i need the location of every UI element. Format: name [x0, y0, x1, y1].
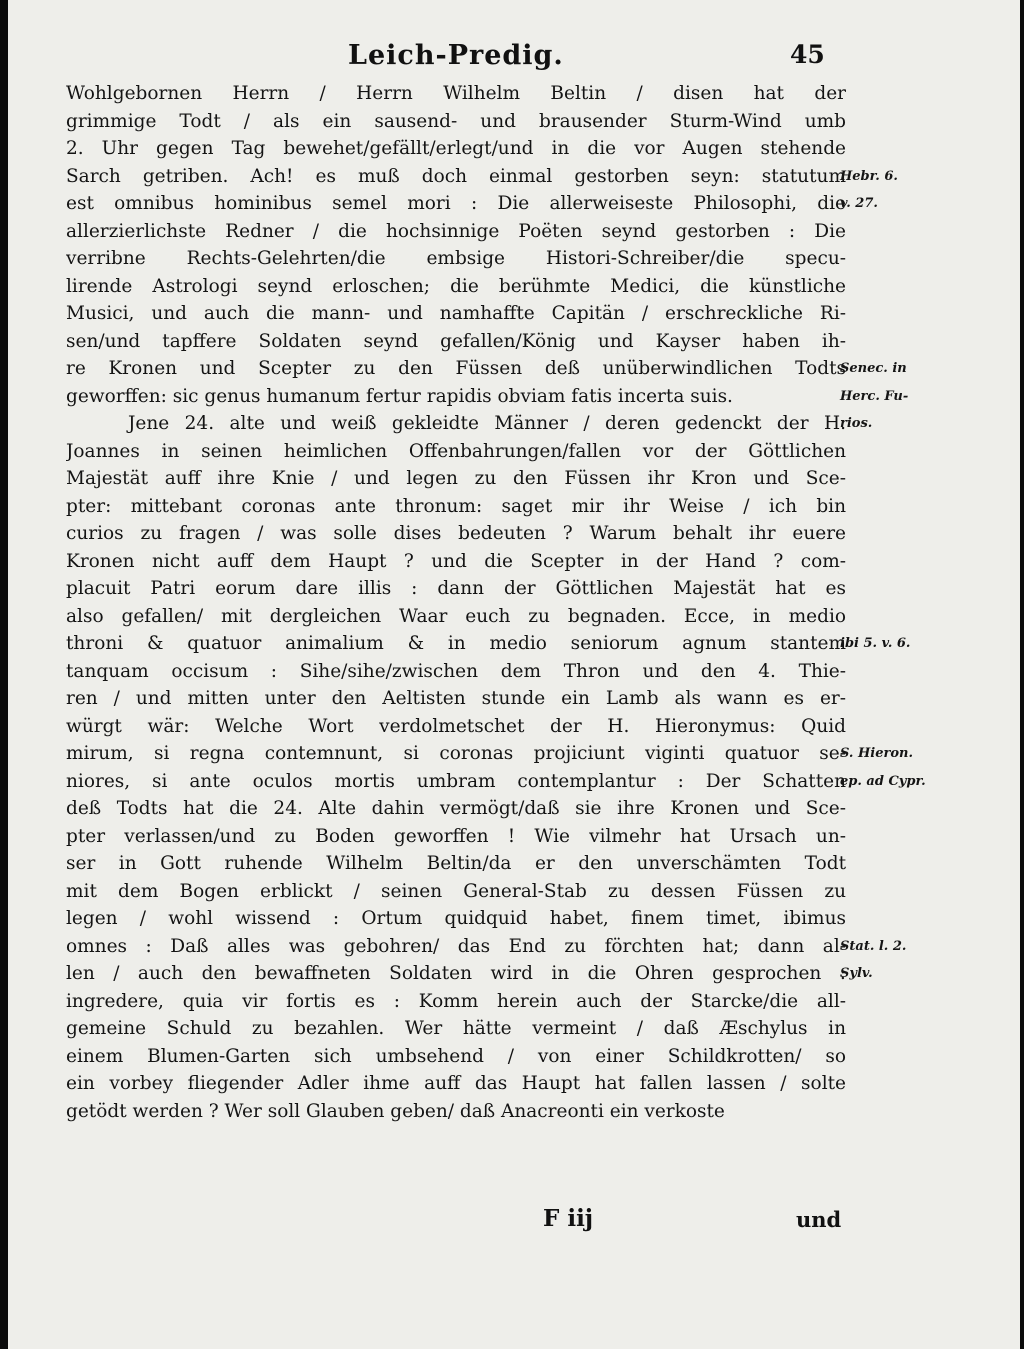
margin-notes: [840, 0, 1016, 1349]
catchword: und: [796, 1207, 842, 1232]
text-line: mirum, si regna contemnunt, si coronas projiciunt viginti quatuor se-: [66, 743, 846, 764]
margin-note: Sylv.: [840, 966, 873, 981]
text-line: omnes : Daß alles was gebohren/ das End zu förchten hat; dann al-: [66, 935, 846, 957]
text-line: re Kronen und Scepter zu den Füssen deß unüberwindlichen Todts: [66, 358, 846, 379]
text-line: allerzierlichste Redner / die hochsinnige Poëten seynd gestorben : Die: [66, 220, 846, 242]
text-line: Sarch getriben. Ach! es muß doch einmal gestorben seyn: statutum: [66, 165, 846, 187]
text-line: placuit Patri eorum dare illis : dann der Göttlichen Majestät hat es: [66, 578, 846, 599]
margin-note: v. 27.: [840, 196, 878, 211]
text-line: legen / wohl wissend : Ortum quidquid habet, finem timet, ibimus: [66, 908, 846, 929]
text-line: Joannes in seinen heimlichen Offenbahrungen/fallen vor der Göttlichen: [66, 440, 846, 462]
margin-note: ep. ad Cypr.: [840, 773, 926, 789]
margin-note: Senec. in: [840, 361, 907, 376]
text-line: Kronen nicht auff dem Haupt ? und die Scepter in der Hand ? com-: [66, 550, 846, 572]
text-line: mit dem Bogen erblickt / seinen General-Stab zu dessen Füssen zu: [66, 880, 846, 902]
running-head: Leich-Predig.: [348, 40, 564, 71]
text-line: also gefallen/ mit dergleichen Waar euch zu begnaden. Ecce, in medio: [66, 605, 846, 627]
text-line: pter: mittebant coronas ante thronum: saget mir ihr Weise / ich bin: [66, 495, 846, 517]
text-line: einem Blumen-Garten sich umbsehend / von einer Schildkrotten/ so: [66, 1045, 846, 1067]
text-line: niores, si ante oculos mortis umbram contemplantur : Der Schatten: [66, 770, 846, 792]
page-footer: [8, 1205, 1020, 1245]
text-line: lirende Astrologi seynd erloschen; die berühmte Medici, die künstliche: [66, 275, 846, 297]
margin-note: Hebr. 6.: [840, 168, 898, 184]
text-line: ren / und mitten unter den Aeltisten stunde ein Lamb als wann es er-: [66, 688, 846, 709]
text-line: würgt wär: Welche Wort verdolmetschet der H. Hieronymus: Quid: [66, 715, 846, 737]
text-line: tanquam occisum : Sihe/sihe/zwischen dem Thron und den 4. Thie-: [66, 660, 846, 682]
text-line: est omnibus hominibus semel mori : Die allerweiseste Philosophi, die: [66, 193, 846, 214]
margin-note: rios.: [840, 416, 873, 431]
text-line: pter verlassen/und zu Boden geworffen ! Wie vilmehr hat Ursach un-: [66, 825, 846, 847]
text-line: gemeine Schuld zu bezahlen. Wer hätte vermeint / daß Æschylus in: [66, 1018, 846, 1039]
text-line: Majestät auff ihre Knie / und legen zu den Füssen ihr Kron und Sce-: [66, 468, 846, 489]
text-line: ingredere, quia vir fortis es : Komm herein auch der Starcke/die all-: [66, 990, 846, 1012]
text-line: geworffen: sic genus humanum fertur rapidis obviam fatis incerta suis.: [66, 385, 733, 407]
text-line: len / auch den bewaffneten Soldaten wird in die Ohren gesprochen :: [66, 963, 846, 984]
margin-note: ibi 5. v. 6.: [840, 636, 911, 651]
text-line: throni & quatuor animalium & in medio seniorum agnum stantem: [66, 633, 846, 654]
signature-mark: F iij: [543, 1205, 594, 1232]
text-line: deß Todts hat die 24. Alte dahin vermögt/daß sie ihre Kronen und Sce-: [66, 798, 846, 819]
text-line: verribne Rechts-Gelehrten/die embsige Histori-Schreiber/die specu-: [66, 248, 846, 269]
text-line: 2. Uhr gegen Tag bewehet/gefällt/erlegt/und in die vor Augen stehende: [66, 138, 846, 159]
text-line: ein vorbey fliegender Adler ihme auff das Haupt hat fallen lassen / solte: [66, 1073, 846, 1094]
margin-note: Herc. Fu-: [840, 388, 909, 404]
text-line: sen/und tapffere Soldaten seynd gefallen/König und Kayser haben ih-: [66, 330, 846, 352]
document-page: [8, 0, 1020, 1349]
text-line: grimmige Todt / als ein sausend- und brausender Sturm-Wind umb: [66, 110, 846, 132]
margin-note: Stat. l. 2.: [840, 938, 907, 954]
text-line: getödt werden ? Wer soll Glauben geben/ daß Anacreonti ein verkoste: [66, 1100, 725, 1122]
page-number: 45: [790, 40, 825, 69]
text-line: Musici, und auch die mann- und namhaffte Capitän / erschreckliche Ri-: [66, 303, 846, 324]
text-line: Jene 24. alte und weiß gekleidte Männer / deren gedenckt der H.: [128, 413, 846, 434]
body-text: [66, 80, 846, 1125]
text-line: Wohlgebornen Herrn / Herrn Wilhelm Beltin / disen hat der: [66, 83, 846, 104]
text-line: ser in Gott ruhende Wilhelm Beltin/da er den unverschämten Todt: [66, 853, 846, 874]
margin-note: S. Hieron.: [840, 746, 913, 761]
text-line: curios zu fragen / was solle dises bedeuten ? Warum behalt ihr euere: [66, 523, 846, 544]
